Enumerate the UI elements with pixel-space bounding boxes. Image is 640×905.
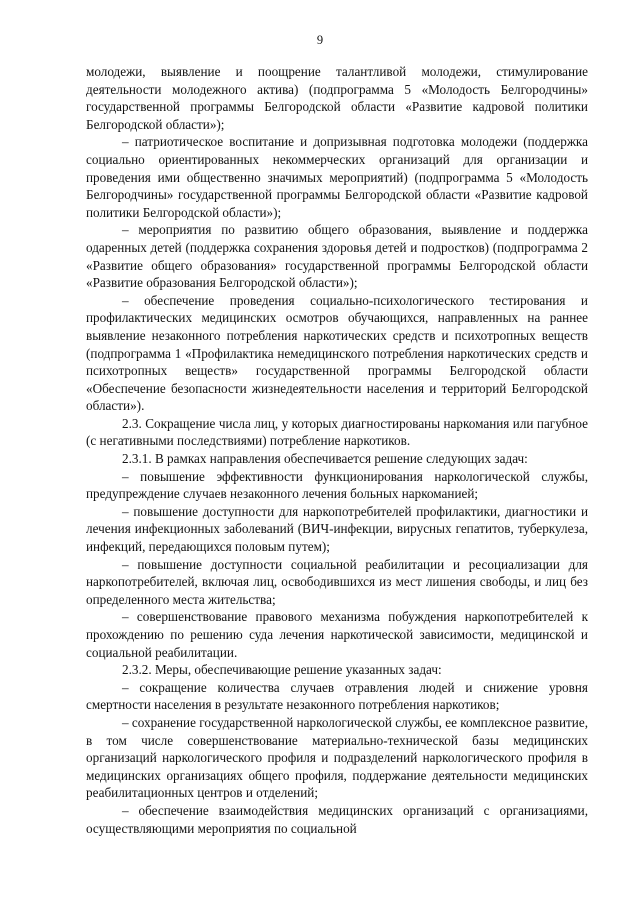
paragraph-organization-interaction: – обеспечение взаимодействия медицинских организаций с организациями, осуществляющими мероприятия по социальной	[86, 802, 588, 836]
paragraph-testing: – обеспечение проведения социально-психологического тестирования и профилактических медицинских осмотров обучающихся, направленных на раннее выявление незаконного потребления наркотических средств и психотропных веществ (подпрограмма 1 «Профилактика немедицинского потребления наркотических средств и психотропных веществ» государственной программы Белгородской области «Обеспечение безопасности жизнедеятельности населения и территорий Белгородской области»).	[86, 292, 588, 414]
section-heading-2-3-1: 2.3.1. В рамках направления обеспечивается решение следующих задач:	[122, 451, 528, 467]
page-number: 9	[316, 33, 324, 47]
paragraph-youth-support: молодежи, выявление и поощрение талантливой молодежи, стимулирование деятельности молодежного актива) (подпрограмма 5 «Молодость Белгородчины» государственной программы Белгородской области «Развитие кадровой политики Белгородской области»);	[86, 64, 588, 132]
document-body	[86, 63, 588, 837]
section-heading-2-3: 2.3. Сокращение числа лиц, у которых диагностированы наркомания или пагубное (с негативными последствиями) потребление наркотиков.	[86, 415, 588, 449]
paragraph-narcology-service: – повышение эффективности функционирования наркологической службы, предупреждение случаев незаконного лечения больных наркоманией;	[86, 468, 588, 502]
paragraph-rehabilitation-access: – повышение доступности социальной реабилитации и ресоциализации для наркопотребителей, включая лиц, освободившихся из мест лишения свободы, и лиц без определенного места жительства;	[86, 556, 588, 607]
section-heading-2-3-2: 2.3.2. Меры, обеспечивающие решение указанных задач:	[122, 662, 442, 678]
paragraph-infection-access: – повышение доступности для наркопотребителей профилактики, диагностики и лечения инфекционных заболеваний (ВИЧ-инфекции, вирусных гепатитов, туберкулеза, инфекций, передающихся половым путем);	[86, 503, 588, 555]
paragraph-service-development: – сохранение государственной наркологической службы, ее комплексное развитие, в том числе совершенствование материально-технической базы медицинских организаций наркологического профиля и подразделений наркологического профиля в медицинских организациях общего профиля, поддержание деятельности медицинских реабилитационных центров и отделений;	[86, 714, 588, 801]
paragraph-mortality-reduction: – сокращение количества случаев отравления людей и снижение уровня смертности населения в результате незаконного потребления наркотиков;	[86, 679, 588, 713]
paragraph-patriotic-education: – патриотическое воспитание и допризывная подготовка молодежи (поддержка социально ориентированных некоммерческих организаций для организации и проведения ими общественно значимых мероприятий) (подпрограмма 5 «Молодость Белгородчины» государственной программы Белгородской области «Развитие кадровой политики Белгородской области»);	[86, 134, 588, 220]
paragraph-legal-mechanism: – совершенствование правового механизма побуждения наркопотребителей к прохождению по решению суда лечения наркотической зависимости, медицинской и социальной реабилитации.	[86, 609, 588, 660]
paragraph-general-education: – мероприятия по развитию общего образования, выявление и поддержка одаренных детей (поддержка сохранения здоровья детей и подростков) (подпрограмма 2 «Развитие общего образования» государственной программы Белгородской области «Развитие образования Белгородской области»);	[86, 222, 588, 291]
